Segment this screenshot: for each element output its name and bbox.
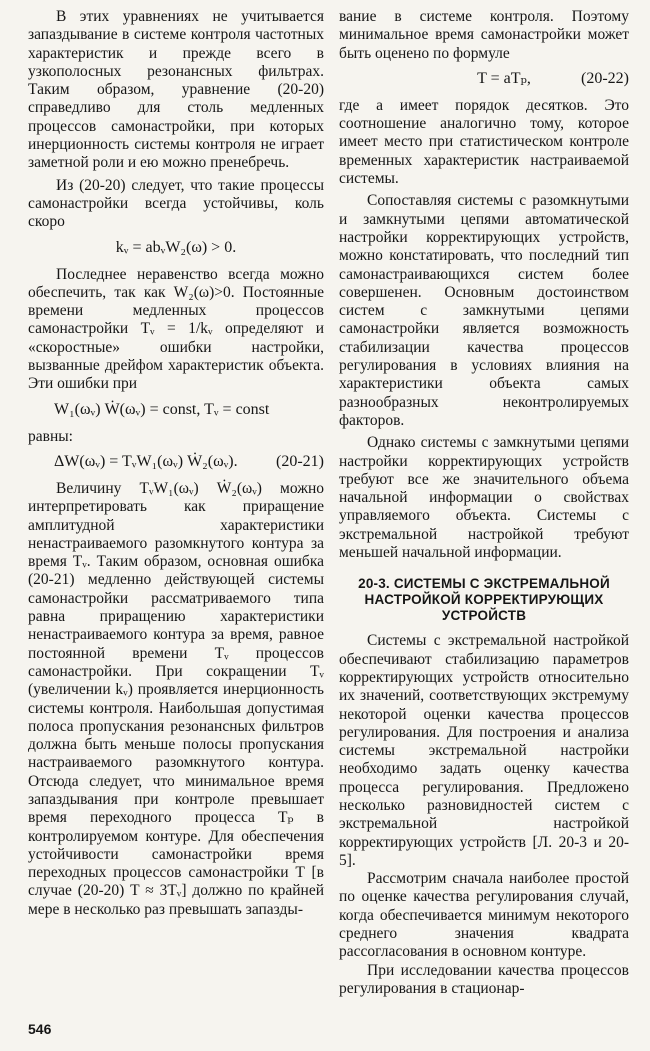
section-heading: 20-3. СИСТЕМЫ С ЭКСТРЕМАЛЬНОЙ НАСТРОЙКОЙ КОРРЕКТИРУЮЩИХ УСТРОЙСТВ [358, 576, 610, 624]
paragraph: вание в системе контроля. Поэтому минимальное время самонастройки может быть оценено по формуле [339, 8, 629, 62]
paragraph: В этих уравнениях не учитывается запаздывание в системе контроля частотных характеристик и прежде всего в узкополосных резонансных фильтрах. Таким образом, уравнение (20-20) справедливо для столь медленных процессов самонастройки, при которых инерционность системы контроля не играет заметной роли и ею можно пренебречь. [28, 8, 324, 172]
equation [28, 238, 324, 258]
paragraph: Системы с экстремальной настройкой обеспечивают стабилизацию параметров корректирующих устройств относительно их значений, соответствующих экстремуму некоторой оценки качества процессов регулирования. Для построения и анализа системы экстремальной настройки необходимо задать оценку качества процесса регулирования. Предложено несколько разновидностей систем с экстремальной настройкой корректирующих устройств [Л. 20-3 и 20-5]. [339, 632, 629, 869]
equation-body: ΔW(ωᵥ) = TᵥW₁(ωᵥ) Ẇ₂(ωᵥ). [54, 452, 238, 470]
page-number: 546 [28, 1021, 52, 1037]
equation [28, 400, 324, 420]
equation-number: (20-21) [276, 452, 324, 470]
paragraph: Величину TᵥW₁(ωᵥ) Ẇ₂(ωᵥ) можно интерпретировать как приращение амплитудной характеристики ненастраиваемого разомкнутого контура за время Tᵥ. Таким образом, основная ошибка (20-21) медленно действующей системы самонастройки рассматриваемого типа равна приращению характеристики ненастраиваемого контура за время, равное постоянной времени Tᵥ процессов самонастройки. При сокращении Tᵥ (увеличении kᵥ) проявляется инерционность системы контроля. Наибольшая допустимая полоса пропускания резонансных фильтров должна быть меньше полосы пропускания настраиваемого разомкнутого контура. Отсюда следует, что минимальное время запаздывания при контроле превышает время переходного процесса Tₚ в контролируемом контуре. Для обеспечения устойчивости самонастройки время переходных процессов самонастройки T [в случае (20-20) T ≈ 3Tᵥ] должно по крайней мере в несколько раз превышать запазды- [28, 479, 324, 918]
paragraph: Из (20-20) следует, что такие процессы самонастройки всегда устойчивы, коль скоро [28, 176, 324, 231]
paragraph: При исследовании качества процессов регулирования в стационар- [339, 961, 629, 997]
paragraph: равны: [28, 427, 73, 445]
equation [28, 452, 324, 472]
paragraph: Рассмотрим сначала наиболее простой по оценке качества регулирования случай, когда обеспечивается минимум некоторого среднего значения квадрата рассогласования в основном контуре. [339, 870, 629, 961]
equation-number: (20-22) [581, 69, 629, 87]
left-column [28, 8, 324, 919]
paragraph: Последнее неравенство всегда можно обеспечить, так как W₂(ω)>0. Постоянные времени медленных процессов самонастройки Tᵥ = 1/kᵥ определяют и «скоростные» ошибки настройки, вызванные дрейфом характеристик объекта. Эти ошибки при [28, 265, 324, 393]
equation-body: T = aTₚ, [477, 69, 531, 87]
paragraph: Сопоставляя системы с разомкнутыми и замкнутыми цепями автоматической настройки корректирующих устройств, можно констатировать, что последний тип самонастраивающихся систем более совершенен. Основным достоинством систем с замкнутыми цепями самонастройки является возможность стабилизации качества процессов регулирования в условиях влияния на характеристики объекта самых разнообразных неконтролируемых факторов. [339, 192, 629, 429]
paragraph: Однако системы с замкнутыми цепями настройки корректирующих устройств требуют все же значительного объема начальной информации о свойствах управляемого объекта. Системы с экстремальной настройкой требуют меньшей начальной информации. [339, 434, 629, 562]
equation [339, 69, 629, 89]
equation-body: W₁(ωᵥ) Ẇ(ωᵥ) = const, Tᵥ = const [54, 400, 270, 418]
paragraph: где a имеет порядок десятков. Это соотношение аналогично тому, которое имеет место при статистическом контроле временных характеристик настраиваемой системы. [339, 96, 629, 188]
equation-body: kᵥ = abᵥW₂(ω) > 0. [115, 238, 237, 256]
right-column [339, 8, 629, 998]
